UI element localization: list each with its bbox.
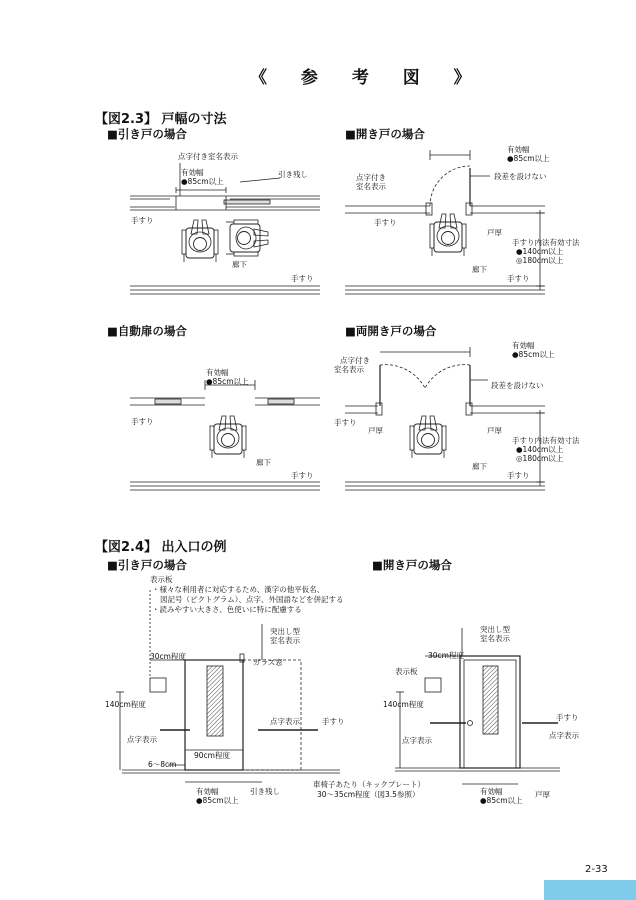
double-no-step-label: 段差を設けない: [491, 381, 544, 390]
automatic-door-heading: ■自動扉の場合: [107, 324, 187, 338]
entrance-sliding-effective-width: 有効幅: [196, 787, 219, 796]
hinged-inner-width-label: 手すり内法有効寸法: [512, 238, 580, 247]
double-inner-width-value-1: ●140cm以上: [516, 445, 564, 454]
double-door-thickness-left-label: 戸厚: [368, 426, 383, 435]
double-handrail-bottom-label: 手すり: [507, 471, 530, 480]
entrance-sliding-note-3: ・読みやすい大きさ、色使いに特に配慮する: [152, 605, 302, 614]
entrance-sliding-approx-90: 90cm程度: [194, 751, 230, 760]
entrance-sliding-glass-window: ガラス窓: [253, 658, 283, 667]
page-title: 《 参 考 図 》: [250, 68, 485, 88]
hinged-no-step-label: 段差を設けない: [494, 172, 547, 181]
sliding-pullback-label: 引き残し: [278, 170, 308, 179]
entrance-hinged-braille-left: 点字表示: [402, 736, 432, 745]
entrance-sliding-heading: ■引き戸の場合: [107, 558, 187, 572]
entrance-sliding-range-6-8: 6～8cm: [148, 760, 177, 769]
hinged-corridor-label: 廊下: [472, 265, 487, 274]
automatic-handrail-left-label: 手すり: [131, 417, 154, 426]
entrance-sliding-kickplate-1: 車椅子あたり（キックプレート）: [313, 780, 426, 789]
double-handrail-left-label: 手すり: [334, 418, 357, 427]
entrance-hinged-approx-140: 140cm程度: [383, 700, 424, 709]
entrance-hinged-approx-30: 30cm程度: [428, 651, 464, 660]
hinged-handrail-left-label: 手すり: [374, 218, 397, 227]
entrance-sliding-kickplate-2: 30～35cm程度（図3.5参照）: [317, 790, 420, 799]
hinged-door-heading: ■開き戸の場合: [345, 127, 425, 141]
entrance-hinged-effective-width: 有効幅: [480, 787, 503, 796]
hinged-effective-width-label: 有効幅: [507, 145, 530, 154]
double-inner-width-label: 手すり内法有効寸法: [512, 436, 580, 445]
entrance-sliding-approx-30: 30cm程度: [150, 652, 186, 661]
sliding-handrail-bottom-label: 手すり: [291, 274, 314, 283]
automatic-effective-width-label: 有効幅: [206, 368, 229, 377]
double-braille-sign-line1: 点字付き: [340, 356, 370, 365]
double-braille-sign-line2: 室名表示: [334, 365, 364, 374]
hinged-inner-width-value-2: ◎180cm以上: [516, 256, 564, 265]
figure-2-3-heading: 【図2.3】 戸幅の寸法: [95, 112, 227, 127]
entrance-sliding-sign-board-label: 表示板: [150, 575, 173, 584]
sliding-corridor-label: 廊下: [232, 260, 247, 269]
entrance-hinged-braille-right: 点字表示: [549, 731, 579, 740]
entrance-sliding-approx-140: 140cm程度: [105, 700, 146, 709]
hinged-handrail-bottom-label: 手すり: [507, 274, 530, 283]
entrance-sliding-effective-value: ●85cm以上: [196, 796, 239, 805]
page-number: 2-33: [585, 864, 608, 875]
sliding-door-heading: ■引き戸の場合: [107, 127, 187, 141]
automatic-handrail-bottom-label: 手すり: [291, 471, 314, 480]
entrance-hinged-protruding-1: 突出し型: [480, 625, 510, 634]
hinged-effective-width-value: ●85cm以上: [507, 154, 550, 163]
double-door-plan: [345, 347, 545, 490]
entrance-hinged-sign-board: 表示板: [395, 667, 418, 676]
entrance-sliding-note-2: 図記号（ピクトグラム）、点字、外国語などを併記する: [160, 595, 344, 604]
entrance-sliding-protruding-2: 室名表示: [270, 636, 300, 645]
entrance-sliding-braille-left: 点字表示: [127, 735, 157, 744]
sliding-effective-width-value: ●85cm以上: [181, 177, 224, 186]
double-corridor-label: 廊下: [472, 462, 487, 471]
entrance-hinged-effective-value: ●85cm以上: [480, 796, 523, 805]
entrance-sliding-protruding-1: 突出し型: [270, 627, 300, 636]
entrance-sliding-braille-right: 点字表示: [270, 717, 300, 726]
figure-2-4-heading: 【図2.4】 出入口の例: [95, 540, 227, 555]
entrance-sliding-pullback: 引き残し: [250, 787, 280, 796]
hinged-braille-sign-line2: 室名表示: [356, 182, 386, 191]
entrance-hinged-protruding-2: 室名表示: [480, 634, 510, 643]
entrance-sliding-handrail: 手すり: [322, 717, 345, 726]
sliding-effective-width-label: 有効幅: [181, 168, 204, 177]
hinged-inner-width-value-1: ●140cm以上: [516, 247, 564, 256]
page-tab: [544, 880, 636, 900]
sliding-braille-sign-label: 点字付き室名表示: [178, 152, 238, 161]
double-effective-width-label: 有効幅: [512, 341, 535, 350]
hinged-door-thickness-label: 戸厚: [487, 228, 502, 237]
entrance-sliding-note-1: ・様々な利用者に対応するため、漢字の他平仮名、: [152, 585, 325, 594]
entrance-hinged-handrail: 手すり: [556, 713, 579, 722]
automatic-corridor-label: 廊下: [256, 458, 271, 467]
sliding-handrail-left-label: 手すり: [131, 216, 154, 225]
hinged-braille-sign-line1: 点字付き: [356, 173, 386, 182]
double-effective-width-value: ●85cm以上: [512, 350, 555, 359]
double-inner-width-value-2: ◎180cm以上: [516, 454, 564, 463]
double-door-heading: ■両開き戸の場合: [345, 324, 437, 338]
double-door-thickness-right-label: 戸厚: [487, 426, 502, 435]
entrance-hinged-door-thickness: 戸厚: [535, 790, 550, 799]
automatic-effective-width-value: ●85cm以上: [206, 377, 249, 386]
entrance-hinged-heading: ■開き戸の場合: [372, 558, 452, 572]
